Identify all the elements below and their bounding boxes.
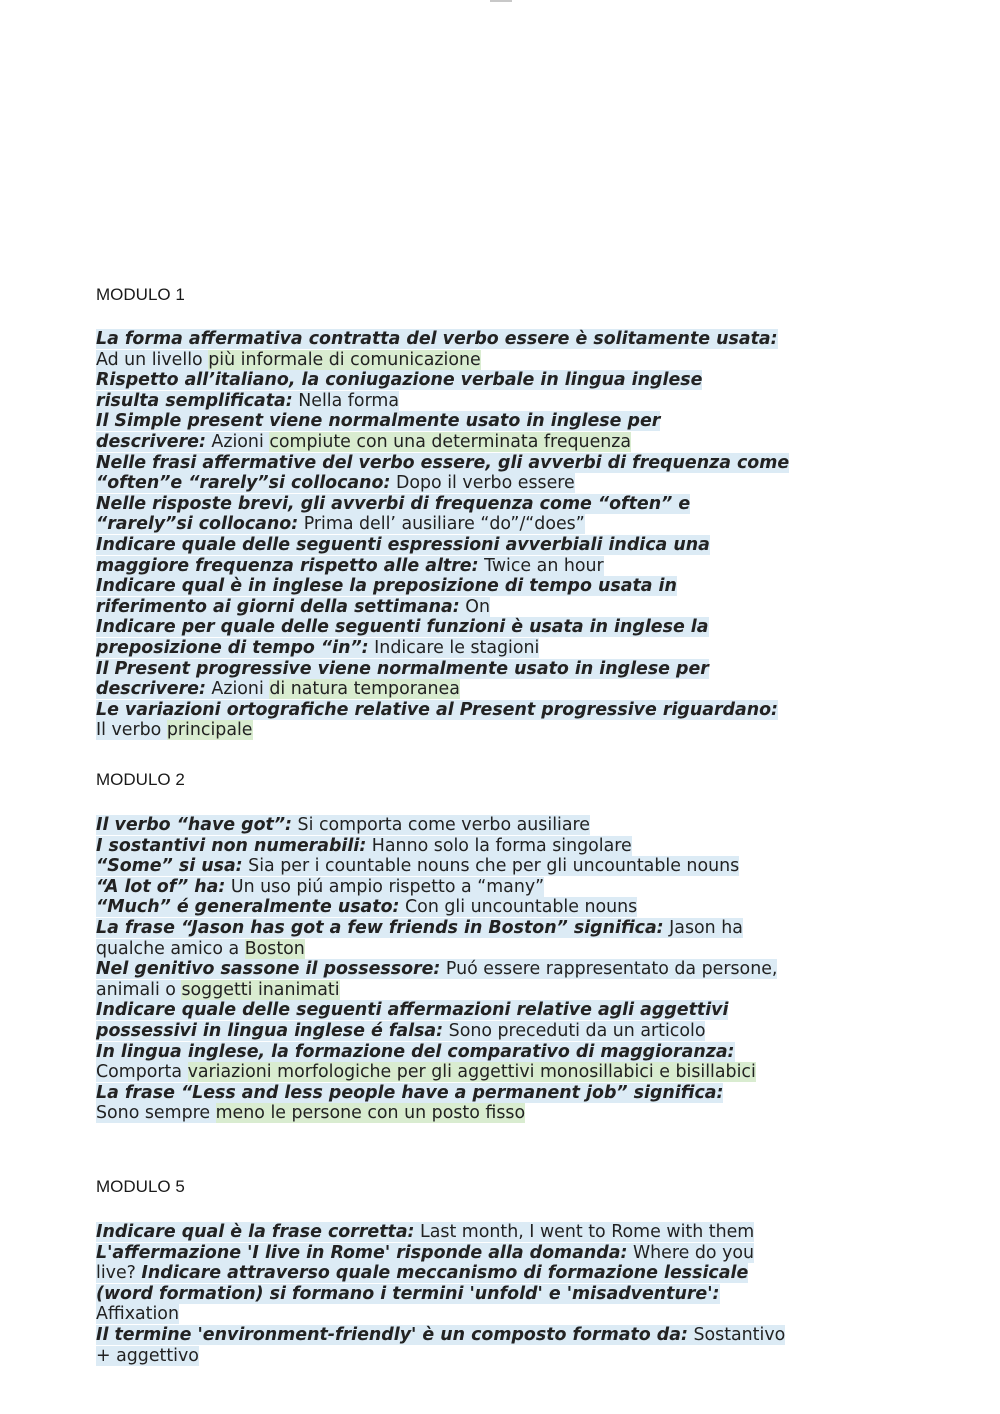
question-text: Il termine 'environment-friendly' è un composto formato da: (96, 1324, 688, 1345)
highlighted-answer: meno le persone con un posto fisso (215, 1103, 526, 1124)
answer-text: Sono preceduti da un articolo (443, 1020, 706, 1041)
answer-text: Azioni (205, 679, 270, 700)
text-line (96, 514, 926, 535)
text-line (96, 1222, 926, 1243)
answer-text: qualche amico a (96, 938, 245, 959)
text-line (96, 836, 926, 857)
header-mark (490, 0, 512, 2)
answer-text: Twice an hour (478, 555, 604, 576)
question-text: Il verbo “have got”: (96, 815, 293, 835)
text-line (96, 391, 926, 412)
answer-text: Nella forma (292, 390, 400, 411)
answer-text: Con gli uncountable nouns (399, 897, 638, 918)
module-1-title: MODULO 1 (96, 285, 185, 304)
answer-text: Sia per i countable nouns che per gli uncountable nouns (242, 856, 740, 877)
question-text: descrivere: (96, 431, 206, 452)
question-text: “A lot of” ha: (96, 876, 226, 897)
text-line (96, 617, 926, 638)
answer-text: Il verbo (96, 720, 167, 741)
question-text: Le variazioni ortografiche relative al Present progressive riguardano: (96, 699, 779, 720)
text-line (96, 679, 926, 700)
text-line (96, 535, 926, 556)
highlighted-answer: più informale di comunicazione (208, 349, 481, 370)
answer-text: Si comporta come verbo ausiliare (292, 815, 590, 835)
answer-text: Last month, I went to Rome with them (414, 1222, 755, 1242)
answer-text: + aggettivo (96, 1345, 199, 1366)
question-text: Nelle risposte brevi, gli avverbi di frequenza come “often” e (96, 493, 691, 514)
module-5-title: MODULO 5 (96, 1177, 185, 1196)
answer-text: Hanno solo la forma singolare (366, 835, 632, 856)
text-line (96, 815, 926, 836)
highlighted-answer: principale (166, 720, 253, 741)
text-line (96, 329, 926, 350)
question-text: La frase “Jason has got a few friends in Boston” significa: (96, 917, 664, 938)
answer-text: Sostantivo (687, 1324, 786, 1345)
answer-text: Affixation (96, 1304, 179, 1325)
question-text: Indicare qual è in inglese la preposizione di tempo usata in (96, 576, 677, 597)
question-text: “Much” é generalmente usato: (96, 897, 400, 918)
text-line (96, 1103, 926, 1124)
question-text: La forma affermativa contratta del verbo essere è solitamente usata: (96, 329, 778, 349)
question-text: “Some” si usa: (96, 856, 243, 877)
question-text: L'affermazione 'I live in Rome' risponde alla domanda: (96, 1242, 628, 1263)
text-line (96, 700, 926, 721)
module-2-title: MODULO 2 (96, 770, 185, 789)
question-text: (word formation) si formano i termini 'unfold' e 'misadventure': (96, 1283, 720, 1304)
text-line (96, 659, 926, 680)
text-line (96, 473, 926, 494)
answer-text: Dopo il verbo essere (390, 473, 575, 494)
text-line (96, 959, 926, 980)
answer-text: Sono sempre (96, 1103, 216, 1124)
question-text: Indicare attraverso quale meccanismo di formazione lessicale (141, 1263, 749, 1284)
module-1-content (96, 329, 926, 741)
answer-text: Puó essere rappresentato da persone, (440, 959, 778, 980)
answer-text: Where do you (627, 1242, 755, 1263)
question-text: preposizione di tempo “in”: (96, 637, 369, 658)
highlighted-answer: Boston (244, 938, 305, 959)
text-line (96, 411, 926, 432)
text-line (96, 556, 926, 577)
answer-text: Un uso piú ampio rispetto a “many” (225, 876, 545, 897)
question-text: Indicare quale delle seguenti affermazioni relative agli aggettivi (96, 1000, 729, 1021)
answer-text: Comporta (96, 1062, 188, 1083)
text-line (96, 1000, 926, 1021)
question-text: descrivere: (96, 679, 206, 700)
question-text: Rispetto all’italiano, la coniugazione verbale in lingua inglese (96, 370, 703, 391)
text-line (96, 432, 926, 453)
question-text: Indicare per quale delle seguenti funzioni è usata in inglese la (96, 617, 709, 638)
question-text: Il Simple present viene normalmente usato in inglese per (96, 411, 661, 432)
text-line (96, 980, 926, 1001)
answer-text: Azioni (205, 431, 270, 452)
text-line (96, 897, 926, 918)
question-text: riferimento ai giorni della settimana: (96, 596, 460, 617)
highlighted-answer: variazioni morfologiche per gli aggettivi monosillabici e bisillabici (187, 1062, 756, 1083)
answer-text: Indicare le stagioni (368, 637, 540, 658)
text-line (96, 638, 926, 659)
text-line (96, 1042, 926, 1063)
question-text: La frase “Less and less people have a permanent job” significa: (96, 1082, 724, 1103)
question-text: “rarely”si collocano: (96, 514, 299, 535)
text-line (96, 939, 926, 960)
text-line (96, 1021, 926, 1042)
answer-text: animali o (96, 979, 182, 1000)
text-line (96, 597, 926, 618)
text-line (96, 1243, 926, 1264)
question-text: Indicare quale delle seguenti espressioni avverbiali indica una (96, 534, 710, 555)
text-line (96, 720, 926, 741)
answer-text: Prima dell’ ausiliare “do”/“does” (298, 514, 585, 535)
question-text: risulta semplificata: (96, 390, 293, 411)
text-line (96, 1062, 926, 1083)
question-text: “often”e “rarely”si collocano: (96, 473, 391, 494)
answer-text: On (459, 596, 490, 617)
answer-text: Jason ha (663, 917, 743, 938)
question-text: Nelle frasi affermative del verbo essere, gli avverbi di frequenza come (96, 452, 790, 473)
text-line (96, 1263, 926, 1284)
question-text: maggiore frequenza rispetto alle altre: (96, 555, 479, 576)
text-line (96, 1325, 926, 1346)
module-2-content (96, 815, 926, 1124)
text-line (96, 576, 926, 597)
highlighted-answer: soggetti inanimati (181, 979, 340, 1000)
question-text: Indicare qual è la frase corretta: (96, 1222, 415, 1242)
text-line (96, 350, 926, 371)
text-line (96, 1284, 926, 1305)
text-line (96, 1083, 926, 1104)
text-line (96, 1346, 926, 1367)
text-line (96, 877, 926, 898)
module-5-content (96, 1222, 926, 1366)
question-text: possessivi in lingua inglese é falsa: (96, 1020, 444, 1041)
highlighted-answer: di natura temporanea (269, 679, 460, 700)
question-text: I sostantivi non numerabili: (96, 835, 367, 856)
question-text: Nel genitivo sassone il possessore: (96, 959, 441, 980)
question-text: In lingua inglese, la formazione del comparativo di maggioranza: (96, 1041, 735, 1062)
text-line (96, 494, 926, 515)
text-line (96, 856, 926, 877)
text-line (96, 918, 926, 939)
text-line (96, 453, 926, 474)
question-text: Il Present progressive viene normalmente usato in inglese per (96, 658, 709, 679)
text-line (96, 1304, 926, 1325)
highlighted-answer: compiute con una determinata frequenza (269, 431, 632, 452)
text-line (96, 370, 926, 391)
answer-text: live? (96, 1263, 142, 1284)
answer-text: Ad un livello (96, 349, 209, 370)
